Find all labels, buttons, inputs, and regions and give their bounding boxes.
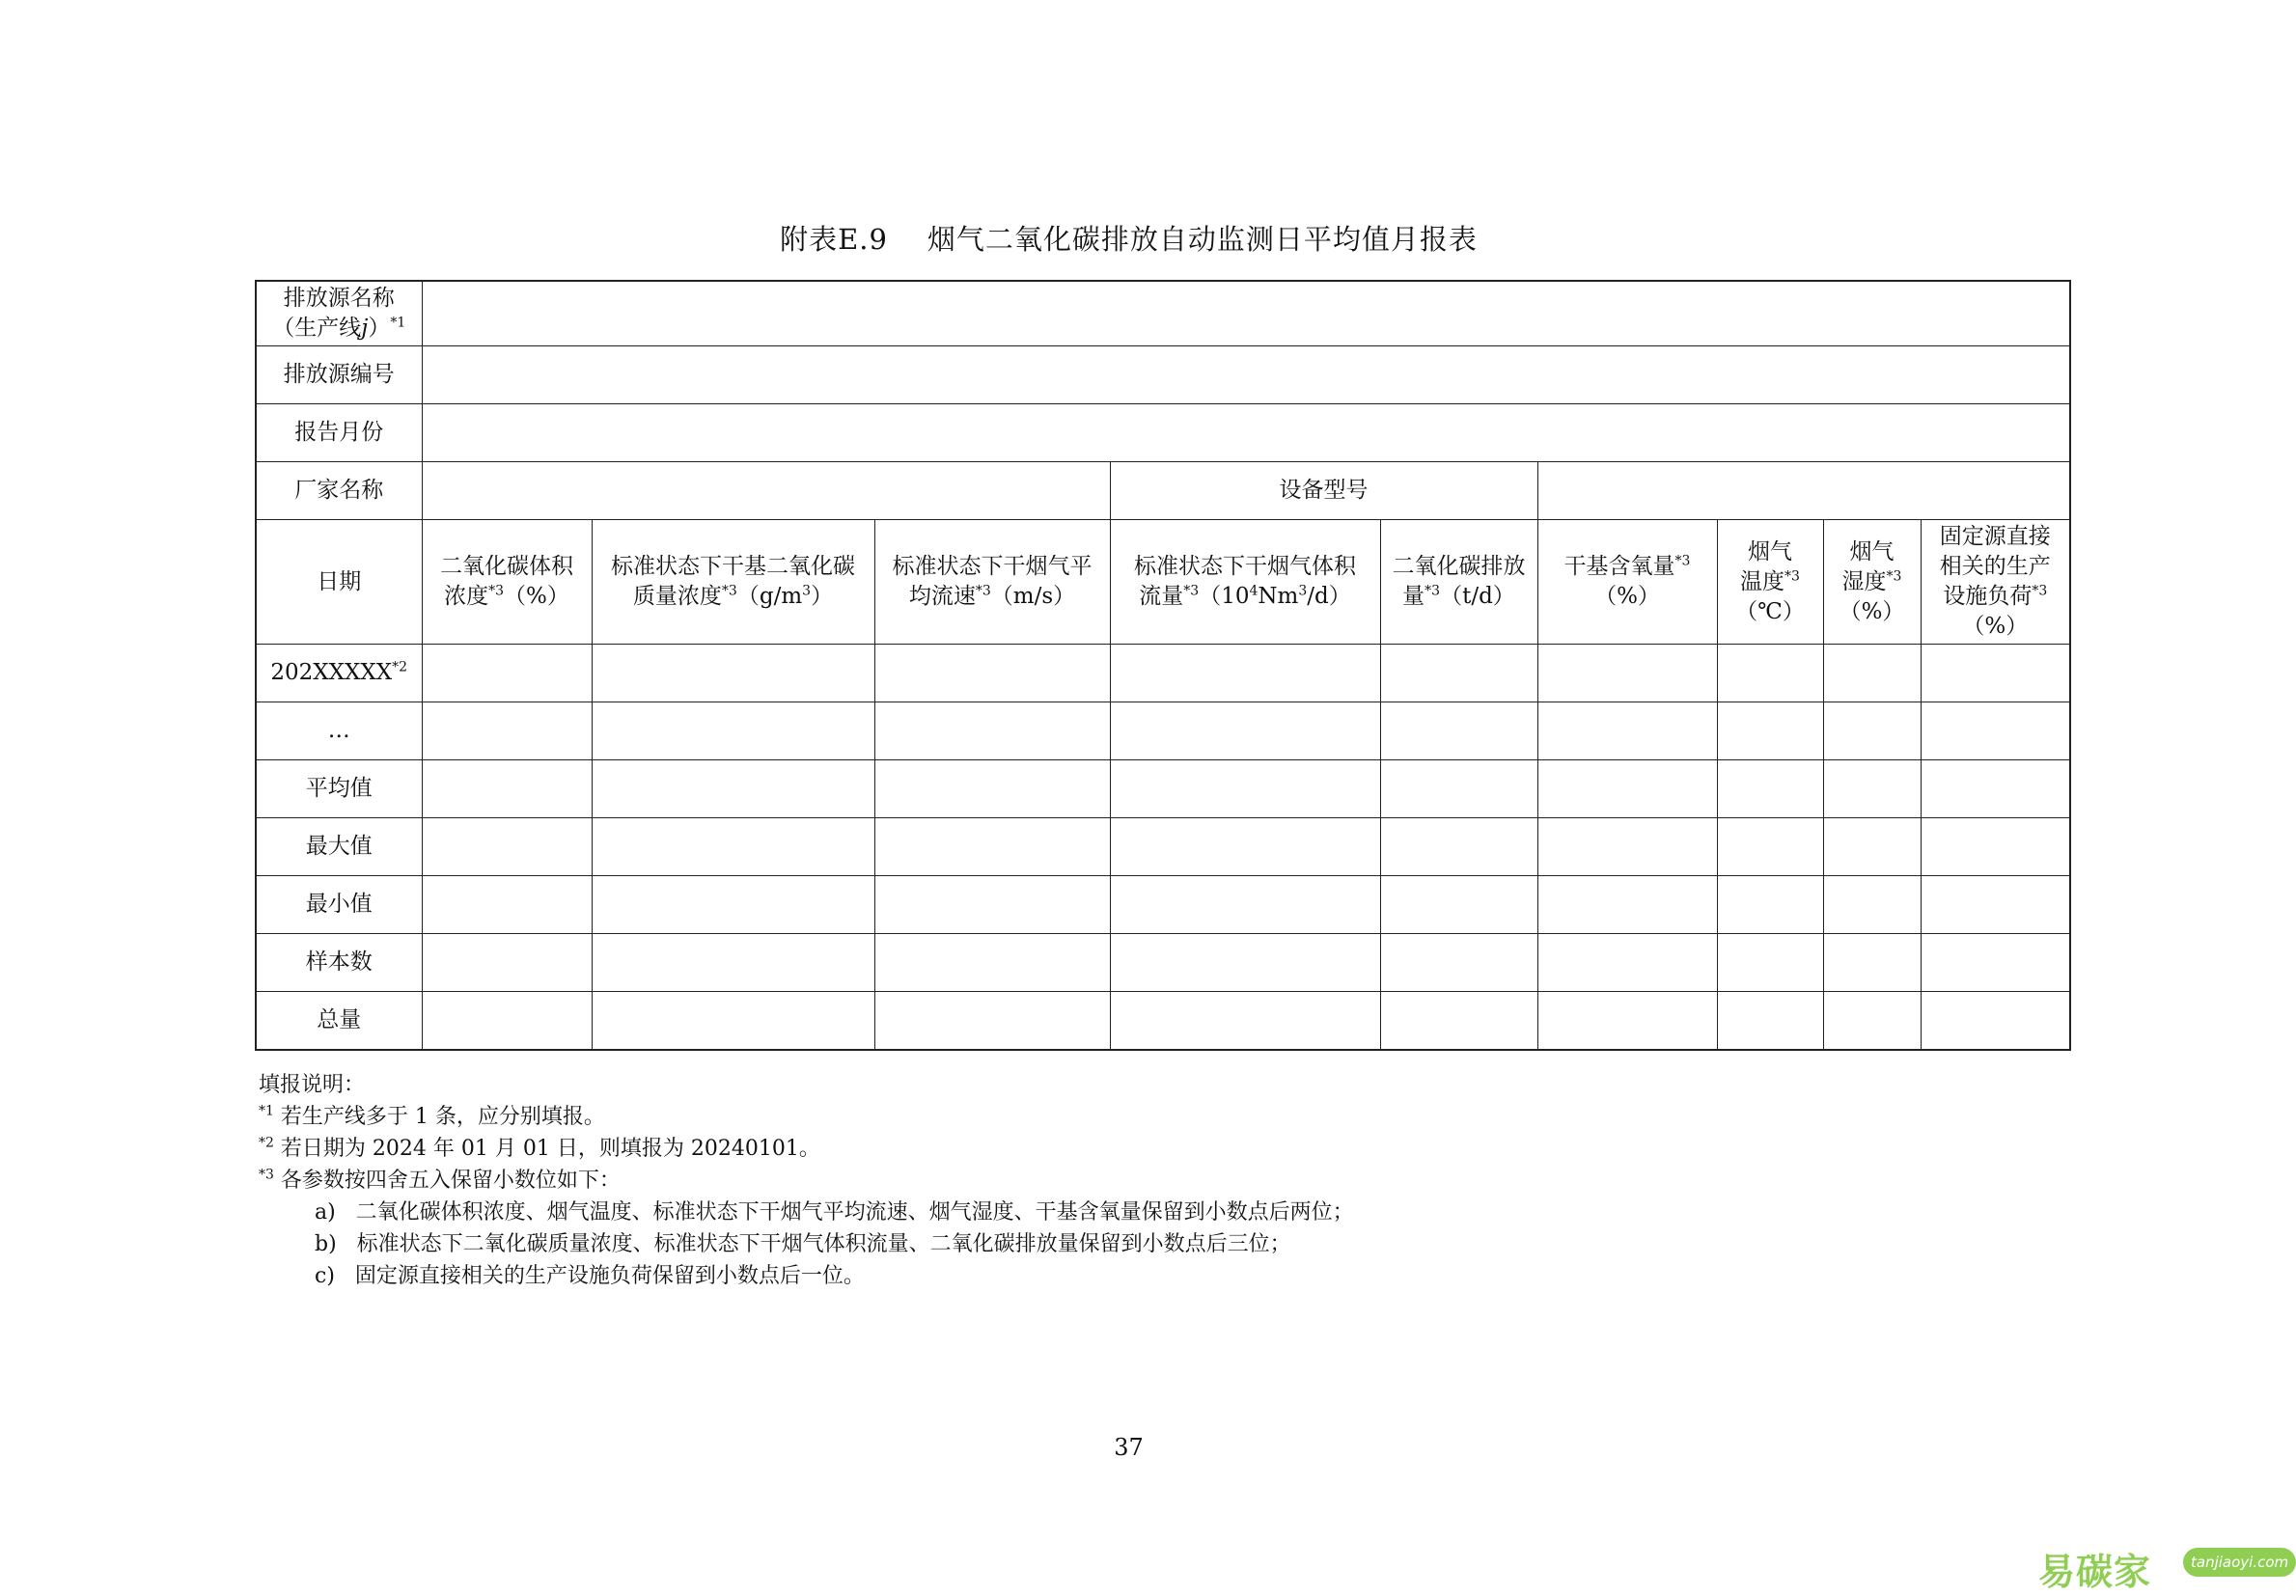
table-row [256,876,2070,934]
data-cell[interactable] [874,992,1110,1051]
data-cell[interactable] [422,818,592,876]
data-cell[interactable] [1823,992,1921,1051]
source-id-row [256,346,2070,404]
data-cell[interactable] [1921,992,2070,1051]
data-cell[interactable] [1110,934,1380,992]
data-cell[interactable] [1823,876,1921,934]
data-cell[interactable] [1717,934,1823,992]
note-3a: a) 二氧化碳体积浓度、烟气温度、标准状态下干烟气平均流速、烟气湿度、干基含氧量保留到小数点后两位； [315,1200,1354,1225]
source-name-label: 排放源名称 （生产线j）$^{*1}$ [256,281,422,346]
data-cell[interactable] [1823,645,1921,702]
data-cell[interactable] [1921,702,2070,760]
data-cell[interactable] [1537,992,1717,1051]
note-3: $^{*3}$ 各参数按四舍五入保留小数位如下： [259,1167,621,1193]
data-cell[interactable] [422,702,592,760]
row-label-sample-count: 样本数 [256,934,422,992]
data-cell[interactable] [422,760,592,818]
col-flue-gas-flow: 标准状态下干烟气体积 流量$^{*3}(10^4Nm^3/d)$ [1110,520,1380,645]
manufacturer-value[interactable] [422,462,1110,520]
report-month-value[interactable] [422,404,2070,462]
data-cell[interactable] [1717,760,1823,818]
table-title: 附表E.9 烟气二氧化碳排放自动监测日平均值月报表 [780,223,1478,256]
data-cell[interactable] [422,934,592,992]
data-cell[interactable] [1823,934,1921,992]
data-cell[interactable] [1921,645,2070,702]
data-cell[interactable] [1537,645,1717,702]
data-cell[interactable] [1110,992,1380,1051]
data-cell[interactable] [1380,818,1537,876]
data-cell[interactable] [1823,818,1921,876]
data-cell[interactable] [1717,702,1823,760]
data-cell[interactable] [592,934,874,992]
data-cell[interactable] [1380,876,1537,934]
note-1: $^{*1}$ 若生产线多于 1 条，应分别填报。 [259,1103,605,1129]
manufacturer-row [256,462,2070,520]
device-model-label: 设备型号 [1110,462,1537,520]
table-row [256,934,2070,992]
data-cell[interactable] [422,992,592,1051]
data-cell[interactable] [874,760,1110,818]
data-cell[interactable] [1110,760,1380,818]
note-3c: c) 固定源直接相关的生产设施负荷保留到小数点后一位。 [315,1264,865,1288]
data-cell[interactable] [592,992,874,1051]
data-cell[interactable] [592,818,874,876]
col-co2-emission: 二氧化碳排放 量$^{*3}$（t/d） [1380,520,1537,645]
data-cell[interactable] [1110,818,1380,876]
data-cell[interactable] [1921,876,2070,934]
data-cell[interactable] [1537,876,1717,934]
source-id-value[interactable] [422,346,2070,404]
data-cell[interactable] [1717,992,1823,1051]
col-co2-mass-concentration: 标准状态下干基二氧化碳 质量浓度$^{*3}(g/m^3)$ [592,520,874,645]
table-row [256,760,2070,818]
data-cell[interactable] [1717,876,1823,934]
col-date-header: 日期 [256,520,422,645]
row-label-average: 平均值 [256,760,422,818]
data-cell[interactable] [422,645,592,702]
data-cell[interactable] [592,876,874,934]
report-month-label: 报告月份 [256,404,422,462]
data-cell[interactable] [1110,702,1380,760]
watermark-text: 易碳家 [2038,1551,2152,1593]
data-cell[interactable] [874,645,1110,702]
monthly-report-table [255,280,2071,1051]
data-cell[interactable] [1537,818,1717,876]
page-number: 37 [1114,1434,1144,1461]
data-cell[interactable] [1110,876,1380,934]
col-flue-gas-humidity: 烟气 湿度$^{*3}$ （%） [1823,520,1921,645]
data-cell[interactable] [1380,760,1537,818]
data-cell[interactable] [1380,702,1537,760]
watermark-logo [2038,1542,2289,1593]
data-cell[interactable] [1537,702,1717,760]
data-cell[interactable] [1717,818,1823,876]
data-cell[interactable] [1717,645,1823,702]
table-row [256,702,2070,760]
data-cell[interactable] [1921,934,2070,992]
note-3b: b) 标准状态下二氧化碳质量浓度、标准状态下干烟气体积流量、二氧化碳排放量保留到小数点后三位； [315,1232,1291,1256]
table-row [256,645,2070,702]
data-cell[interactable] [1380,934,1537,992]
data-cell[interactable] [422,876,592,934]
watermark-badge: tanjiaoyi.com [2183,1548,2296,1577]
column-header-row [256,520,2070,645]
col-facility-load: 固定源直接 相关的生产 设施负荷$^{*3}$ （%） [1921,520,2070,645]
data-cell[interactable] [874,702,1110,760]
data-cell[interactable] [592,760,874,818]
data-cell[interactable] [1537,934,1717,992]
table-row [256,992,2070,1051]
col-flue-gas-velocity: 标准状态下干烟气平 均流速$^{*3}$（m/s） [874,520,1110,645]
report-month-row [256,404,2070,462]
col-co2-volume-concentration: 二氧化碳体积 浓度$^{*3}$（%） [422,520,592,645]
row-label-minimum: 最小值 [256,876,422,934]
data-cell[interactable] [1537,760,1717,818]
table-row [256,818,2070,876]
data-cell[interactable] [1823,760,1921,818]
data-cell[interactable] [1380,645,1537,702]
data-cell[interactable] [1110,645,1380,702]
col-flue-gas-temperature: 烟气 温度$^{*3}$ （℃） [1717,520,1823,645]
device-model-value[interactable] [1537,462,2070,520]
row-label-date: 202XXXXX$^{*2}$ [256,645,422,702]
data-cell[interactable] [592,702,874,760]
source-name-row [256,281,2070,346]
data-cell[interactable] [1823,702,1921,760]
source-id-label: 排放源编号 [256,346,422,404]
data-cell[interactable] [1380,992,1537,1051]
notes-heading: 填报说明： [259,1073,366,1097]
col-dry-oxygen: 干基含氧量$^{*3}$ （%） [1537,520,1717,645]
data-cell[interactable] [592,645,874,702]
source-name-value[interactable] [422,281,2070,346]
manufacturer-label: 厂家名称 [256,462,422,520]
note-2: $^{*2}$ 若日期为 2024 年 01 月 01 日，则填报为 20240101。 [259,1135,820,1161]
row-label-maximum: 最大值 [256,818,422,876]
row-label-ellipsis: … [256,702,422,760]
fill-instructions [259,1069,2073,1292]
data-cell[interactable] [874,818,1110,876]
data-cell[interactable] [874,934,1110,992]
data-cell[interactable] [1921,818,2070,876]
data-cell[interactable] [1921,760,2070,818]
row-label-total: 总量 [256,992,422,1051]
data-cell[interactable] [874,876,1110,934]
